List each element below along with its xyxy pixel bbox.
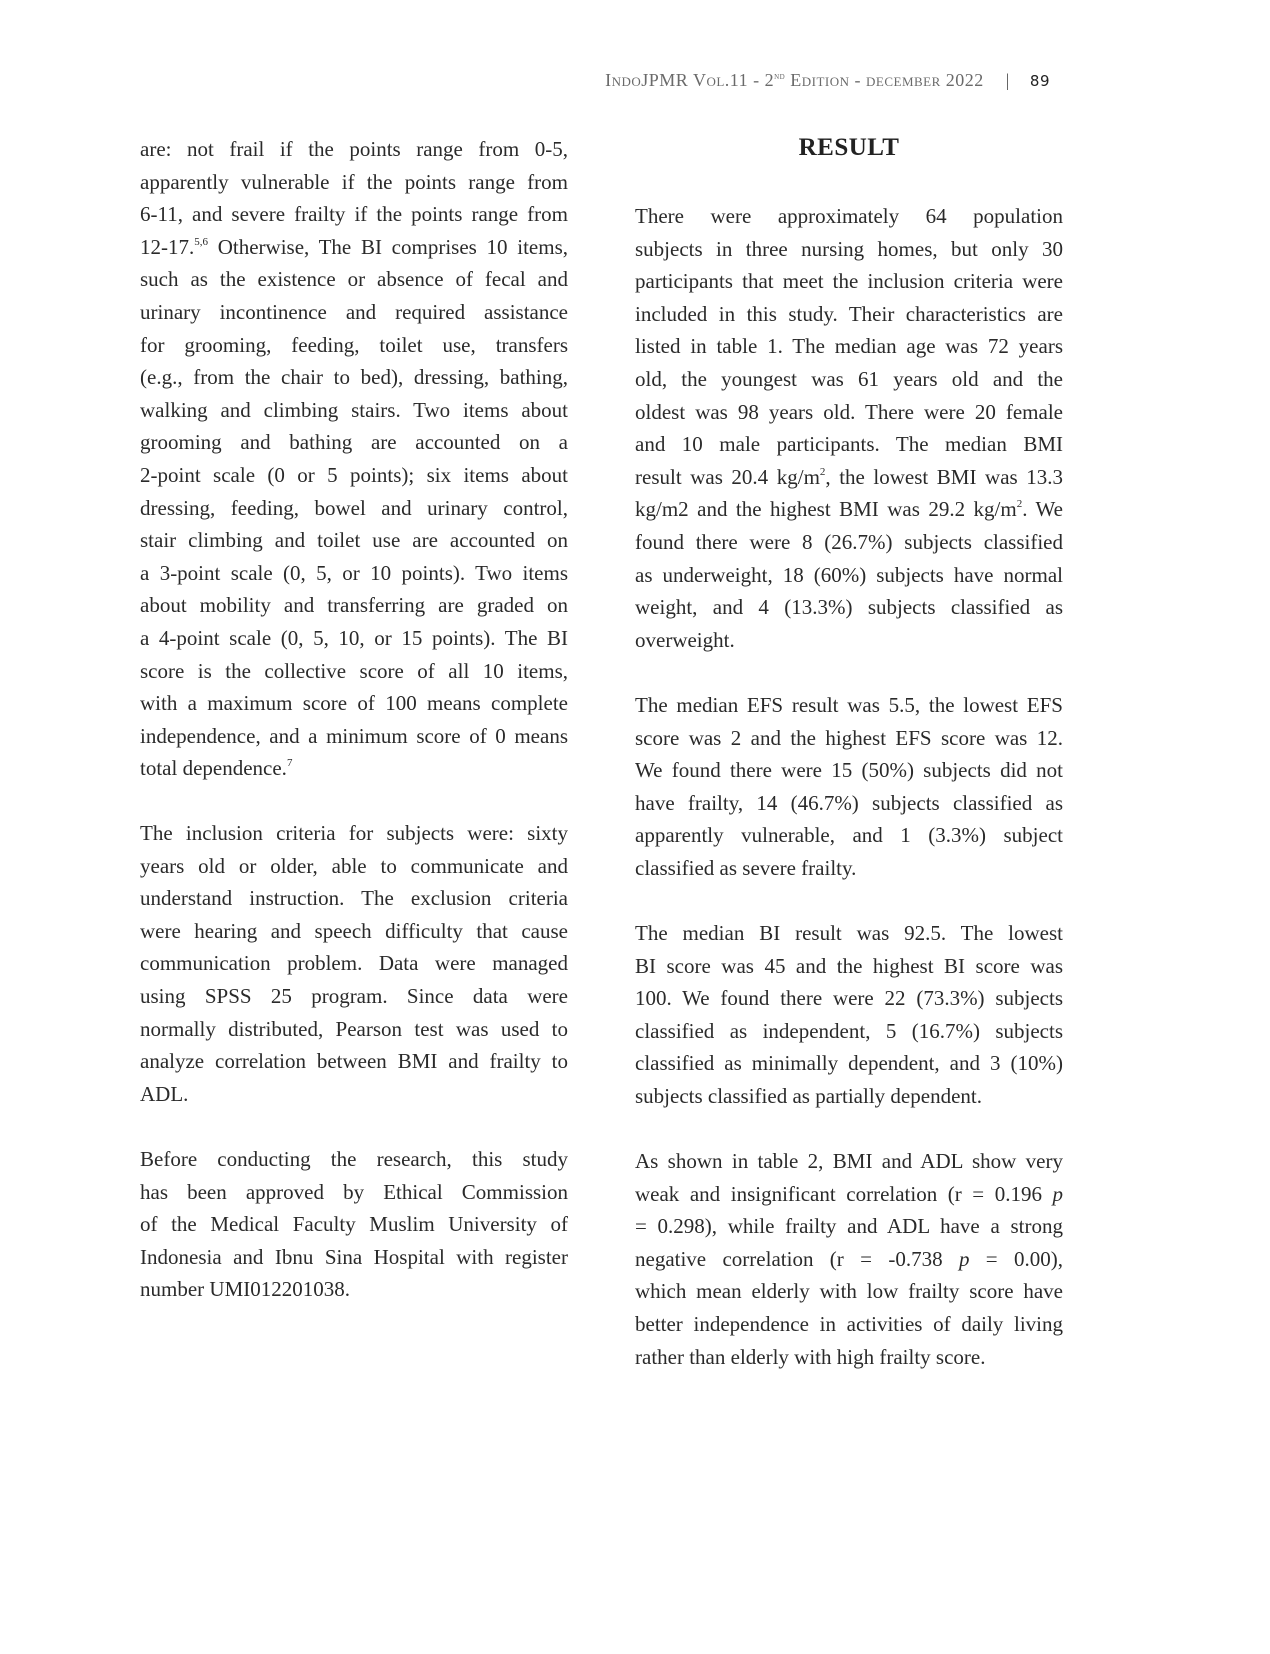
text-line: dressing, feeding, bowel and urinary control, (140, 495, 568, 520)
superscript: 2 (819, 465, 826, 478)
italic-text: p (1052, 1181, 1063, 1206)
text-line: We found there were 15 (50%) subjects did not (635, 758, 1063, 783)
text-line (140, 752, 568, 785)
text-line (635, 1178, 1063, 1211)
text-line: were hearing and speech difficulty that cause (140, 918, 568, 943)
text-segment: weak and insignificant correlation (r = 0.196 (635, 1181, 1053, 1206)
text-segment: 12-17. (140, 234, 195, 259)
text-segment: . We (1022, 497, 1063, 522)
text-line: included in this study. Their characteristics are (635, 301, 1063, 326)
text-line: analyze correlation between BMI and frailty to (140, 1049, 568, 1074)
text-line: apparently vulnerable, and 1 (3.3%) subject (635, 823, 1063, 848)
text-line: The median BI result was 92.5. The lowest (635, 921, 1063, 945)
text-line: subjects in three nursing homes, but only 30 (635, 236, 1063, 261)
paragraph (635, 200, 1063, 656)
text-segment: = 0.00), (969, 1246, 1064, 1271)
text-line: Before conducting the research, this study (140, 1147, 568, 1171)
text-line: grooming and bathing are accounted on a (140, 430, 568, 455)
text-line: which mean elderly with low frailty score have (635, 1279, 1063, 1304)
text-line: overweight. (635, 627, 735, 652)
text-line: using SPSS 25 program. Since data were (140, 983, 568, 1008)
text-line: 2-point scale (0 or 5 points); six items about (140, 462, 568, 487)
text-line: a 3-point scale (0, 5, or 10 points). Two items (140, 560, 568, 585)
edition-superscript: nd (774, 71, 786, 82)
text-line: independence, and a minimum score of 0 means (140, 723, 568, 748)
text-line: a 4-point scale (0, 5, 10, or 15 points). The BI (140, 625, 568, 650)
superscript: 2 (1016, 498, 1023, 511)
text-line: weight, and 4 (13.3%) subjects classified as (635, 595, 1063, 620)
text-segment: total dependence. (140, 756, 287, 781)
text-line: as underweight, 18 (60%) subjects have normal (635, 562, 1063, 587)
header-separator: | (1005, 70, 1010, 90)
text-line: classified as severe frailty. (635, 855, 857, 880)
text-segment: , the lowest BMI was 13.3 (825, 464, 1063, 489)
text-line: 6-11, and severe frailty if the points range from (140, 202, 568, 227)
text-line: Indonesia and Ibnu Sina Hospital with register (140, 1244, 568, 1269)
text-line: = 0.298), while frailty and ADL have a strong (635, 1214, 1063, 1239)
text-segment: negative correlation (r = -0.738 (635, 1246, 959, 1271)
text-line: for grooming, feeding, toilet use, transfers (140, 332, 568, 357)
edition-date: Edition - december 2022 (785, 70, 984, 90)
text-line: classified as independent, 5 (16.7%) subjects (635, 1018, 1063, 1043)
superscript: 7 (286, 757, 293, 770)
section-heading-result: RESULT (798, 134, 900, 161)
text-line: number UMI012201038. (140, 1277, 350, 1302)
text-segment: kg/m2 and the highest BMI was 29.2 kg/m (635, 497, 1017, 522)
paragraph (140, 817, 568, 1110)
text-line: subjects classified as partially dependent. (635, 1083, 982, 1108)
text-line: are: not frail if the points range from 0-5, (140, 137, 568, 161)
text-line: and 10 male participants. The median BMI (635, 432, 1063, 457)
paragraph (635, 917, 1063, 1113)
text-line: normally distributed, Pearson test was used to (140, 1016, 568, 1041)
text-segment: Otherwise, The BI comprises 10 items, (208, 234, 568, 259)
italic-text: p (958, 1246, 970, 1271)
text-line: such as the existence or absence of fecal and (140, 267, 568, 292)
paragraph (140, 1143, 568, 1306)
text-line: found there were 8 (26.7%) subjects classified (635, 529, 1063, 554)
text-line (635, 461, 1063, 494)
paragraph (140, 133, 568, 785)
text-segment: result was 20.4 kg/m (635, 464, 820, 489)
text-line: understand instruction. The exclusion criteria (140, 886, 568, 911)
page-number: 89 (1029, 72, 1050, 90)
text-line: There were approximately 64 population (635, 204, 1063, 228)
text-line: As shown in table 2, BMI and ADL show very (635, 1149, 1063, 1173)
text-line: old, the youngest was 61 years old and the (635, 366, 1063, 391)
text-line: The inclusion criteria for subjects were: sixty (140, 821, 568, 845)
text-line: classified as minimally dependent, and 3 (10%) (635, 1051, 1063, 1076)
text-line: 100. We found there were 22 (73.3%) subjects (635, 986, 1063, 1011)
text-line: walking and climbing stairs. Two items about (140, 397, 568, 422)
text-line: score is the collective score of all 10 items, (140, 658, 568, 683)
text-line: about mobility and transferring are graded on (140, 593, 568, 618)
paragraph (635, 689, 1063, 885)
text-line: score was 2 and the highest EFS score was 12. (635, 725, 1063, 750)
journal-title: IndoJPMR Vol.11 - 2 (605, 70, 775, 90)
text-line: better independence in activities of daily living (635, 1311, 1063, 1336)
text-line: listed in table 1. The median age was 72 years (635, 334, 1063, 359)
text-line: of the Medical Faculty Muslim University of (140, 1212, 568, 1237)
text-line: oldest was 98 years old. There were 20 female (635, 399, 1063, 424)
paragraph (635, 1145, 1063, 1373)
text-line: BI score was 45 and the highest BI score was (635, 953, 1063, 978)
text-line: rather than elderly with high frailty score. (635, 1344, 986, 1369)
text-line (140, 231, 568, 264)
running-header (560, 70, 1050, 98)
text-line: stair climbing and toilet use are accounted on (140, 528, 568, 553)
text-line: has been approved by Ethical Commission (140, 1179, 568, 1204)
text-line: The median EFS result was 5.5, the lowest EFS (635, 693, 1063, 717)
text-line: apparently vulnerable if the points range from (140, 169, 568, 194)
text-line: ADL. (140, 1081, 189, 1106)
text-line: participants that meet the inclusion criteria were (635, 269, 1063, 294)
text-line: urinary incontinence and required assistance (140, 299, 568, 324)
text-line: years old or older, able to communicate and (140, 853, 568, 878)
text-line (635, 493, 1063, 526)
superscript: 5,6 (194, 235, 208, 248)
text-line: communication problem. Data were managed (140, 951, 568, 976)
text-line: (e.g., from the chair to bed), dressing, bathing, (140, 365, 568, 390)
text-line (635, 1243, 1063, 1276)
text-line: have frailty, 14 (46.7%) subjects classified as (635, 790, 1063, 815)
text-line: with a maximum score of 100 means complete (140, 691, 568, 716)
